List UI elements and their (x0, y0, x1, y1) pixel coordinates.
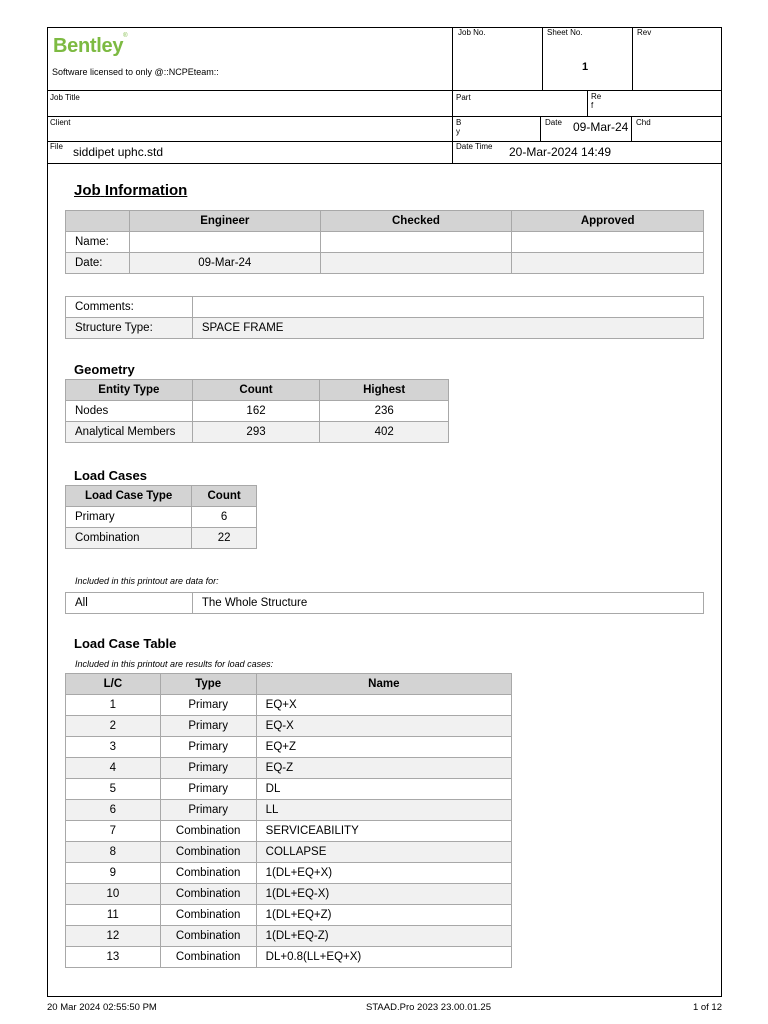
table-cell (320, 232, 512, 253)
table-header: Count (192, 380, 320, 401)
rev-label: Rev (637, 28, 652, 37)
header-divider (542, 27, 543, 90)
header-divider (540, 116, 541, 141)
table-cell: 1(DL+EQ+Z) (256, 905, 511, 926)
comments-value (192, 297, 703, 318)
table-cell: COLLAPSE (256, 842, 511, 863)
job-no-label: Job No. (458, 28, 486, 37)
table-row (66, 800, 512, 821)
table-row (66, 926, 512, 947)
lc-table-title: Load Case Table (74, 636, 177, 651)
table-cell: SERVICEABILITY (256, 821, 511, 842)
table-cell: 10 (66, 884, 161, 905)
part-label: Part (456, 93, 471, 102)
structure-type-value: SPACE FRAME (192, 318, 703, 339)
table-row (66, 863, 512, 884)
header-divider (452, 27, 453, 163)
table-cell: Combination (160, 926, 256, 947)
table-cell: The Whole Structure (192, 593, 703, 614)
printout-table (65, 592, 704, 614)
table-cell: Combination (160, 947, 256, 968)
table-row (66, 737, 512, 758)
datetime-value: 20-Mar-2024 14:49 (509, 145, 612, 159)
table-cell: Combination (160, 821, 256, 842)
table-cell: EQ+Z (256, 737, 511, 758)
header-divider (47, 90, 722, 91)
table-cell: 6 (192, 507, 257, 528)
chd-label: Chd (636, 118, 651, 127)
header-divider (631, 116, 632, 141)
load-cases-title: Load Cases (74, 468, 147, 483)
table-cell: 293 (192, 422, 320, 443)
geometry-table (65, 379, 449, 443)
empty-cell (66, 211, 130, 232)
table-row (66, 716, 512, 737)
table-cell: 1 (66, 695, 161, 716)
table-cell: Primary (66, 507, 192, 528)
table-cell (320, 253, 512, 274)
table-header: L/C (66, 674, 161, 695)
lc-table-note: Included in this printout are results for load cases: (75, 659, 274, 669)
table-row (66, 401, 449, 422)
datetime-label: Date Time (456, 142, 493, 151)
table-header: Checked (320, 211, 512, 232)
table-cell: Primary (160, 737, 256, 758)
table-cell: Primary (160, 716, 256, 737)
load-cases-table (65, 485, 257, 549)
header-divider (632, 27, 633, 90)
table-header: Count (192, 486, 257, 507)
table-cell: 9 (66, 863, 161, 884)
table-row (66, 593, 704, 614)
header-divider (47, 163, 722, 164)
footer-timestamp: 20 Mar 2024 02:55:50 PM (47, 1002, 157, 1013)
table-cell: 162 (192, 401, 320, 422)
table-cell: EQ-X (256, 716, 511, 737)
table-cell: 1(DL+EQ-X) (256, 884, 511, 905)
table-cell (129, 232, 320, 253)
ref-label: Re f (591, 92, 602, 110)
header-divider (47, 141, 722, 142)
table-cell: 8 (66, 842, 161, 863)
table-cell: DL (256, 779, 511, 800)
table-cell (512, 253, 704, 274)
table-row (66, 905, 512, 926)
footer-software: STAAD.Pro 2023 23.00.01.25 (366, 1002, 491, 1013)
table-cell: 6 (66, 800, 161, 821)
geometry-title: Geometry (74, 362, 135, 377)
table-cell: Combination (160, 884, 256, 905)
name-label: Name: (66, 232, 130, 253)
table-cell: 11 (66, 905, 161, 926)
table-cell: 5 (66, 779, 161, 800)
table-header: Approved (512, 211, 704, 232)
table-row (66, 821, 512, 842)
file-label: File (50, 142, 63, 151)
table-row (66, 422, 449, 443)
table-row (66, 695, 512, 716)
table-cell (512, 232, 704, 253)
by-label: B y (456, 118, 462, 136)
table-cell: 2 (66, 716, 161, 737)
table-row (66, 779, 512, 800)
table-cell: Primary (160, 800, 256, 821)
table-row (66, 884, 512, 905)
sheet-no-label: Sheet No. (547, 28, 583, 37)
table-row (66, 842, 512, 863)
job-info-table (65, 210, 704, 274)
header-divider (587, 90, 588, 116)
table-header: Type (160, 674, 256, 695)
table-cell: 13 (66, 947, 161, 968)
table-cell: Primary (160, 779, 256, 800)
header-divider (47, 116, 722, 117)
table-cell: 22 (192, 528, 257, 549)
sheet-no-value: 1 (582, 61, 589, 73)
license-text: Software licensed to only @::NCPEteam:: (52, 67, 219, 77)
table-cell: 1(DL+EQ+X) (256, 863, 511, 884)
date-row-label: Date: (66, 253, 130, 274)
structure-type-label: Structure Type: (66, 318, 193, 339)
table-cell: 1(DL+EQ-Z) (256, 926, 511, 947)
table-row (66, 507, 257, 528)
table-row (66, 758, 512, 779)
table-cell: Nodes (66, 401, 193, 422)
engineer-date: 09-Mar-24 (129, 253, 320, 274)
table-header: Name (256, 674, 511, 695)
table-cell: Analytical Members (66, 422, 193, 443)
table-cell: Primary (160, 695, 256, 716)
printout-note: Included in this printout are data for: (75, 576, 219, 586)
load-case-table (65, 673, 512, 968)
table-cell: EQ+X (256, 695, 511, 716)
client-label: Client (50, 118, 71, 127)
table-header: Load Case Type (66, 486, 192, 507)
table-cell: Combination (160, 905, 256, 926)
table-cell: 4 (66, 758, 161, 779)
table-header: Entity Type (66, 380, 193, 401)
date-value: 09-Mar-24 (573, 120, 629, 134)
date-label: Date (545, 118, 562, 127)
job-info-title: Job Information (74, 182, 188, 199)
bentley-logo: Bentley® (53, 33, 128, 57)
footer-page: 1 of 12 (692, 1002, 722, 1013)
table-cell: EQ-Z (256, 758, 511, 779)
table-cell: 402 (320, 422, 449, 443)
table-cell: Combination (160, 863, 256, 884)
table-row (66, 947, 512, 968)
table-header: Engineer (129, 211, 320, 232)
table-cell: 3 (66, 737, 161, 758)
file-value: siddipet uphc.std (73, 145, 164, 159)
table-cell: 236 (320, 401, 449, 422)
table-header: Highest (320, 380, 449, 401)
table-cell: All (66, 593, 193, 614)
table-cell: LL (256, 800, 511, 821)
table-cell: 12 (66, 926, 161, 947)
comments-label: Comments: (66, 297, 193, 318)
table-cell: Combination (160, 842, 256, 863)
job-title-label: Job Title (50, 93, 80, 102)
table-cell: Combination (66, 528, 192, 549)
comments-table (65, 296, 704, 339)
table-cell: Primary (160, 758, 256, 779)
table-cell: 7 (66, 821, 161, 842)
table-cell: DL+0.8(LL+EQ+X) (256, 947, 511, 968)
table-row (66, 528, 257, 549)
